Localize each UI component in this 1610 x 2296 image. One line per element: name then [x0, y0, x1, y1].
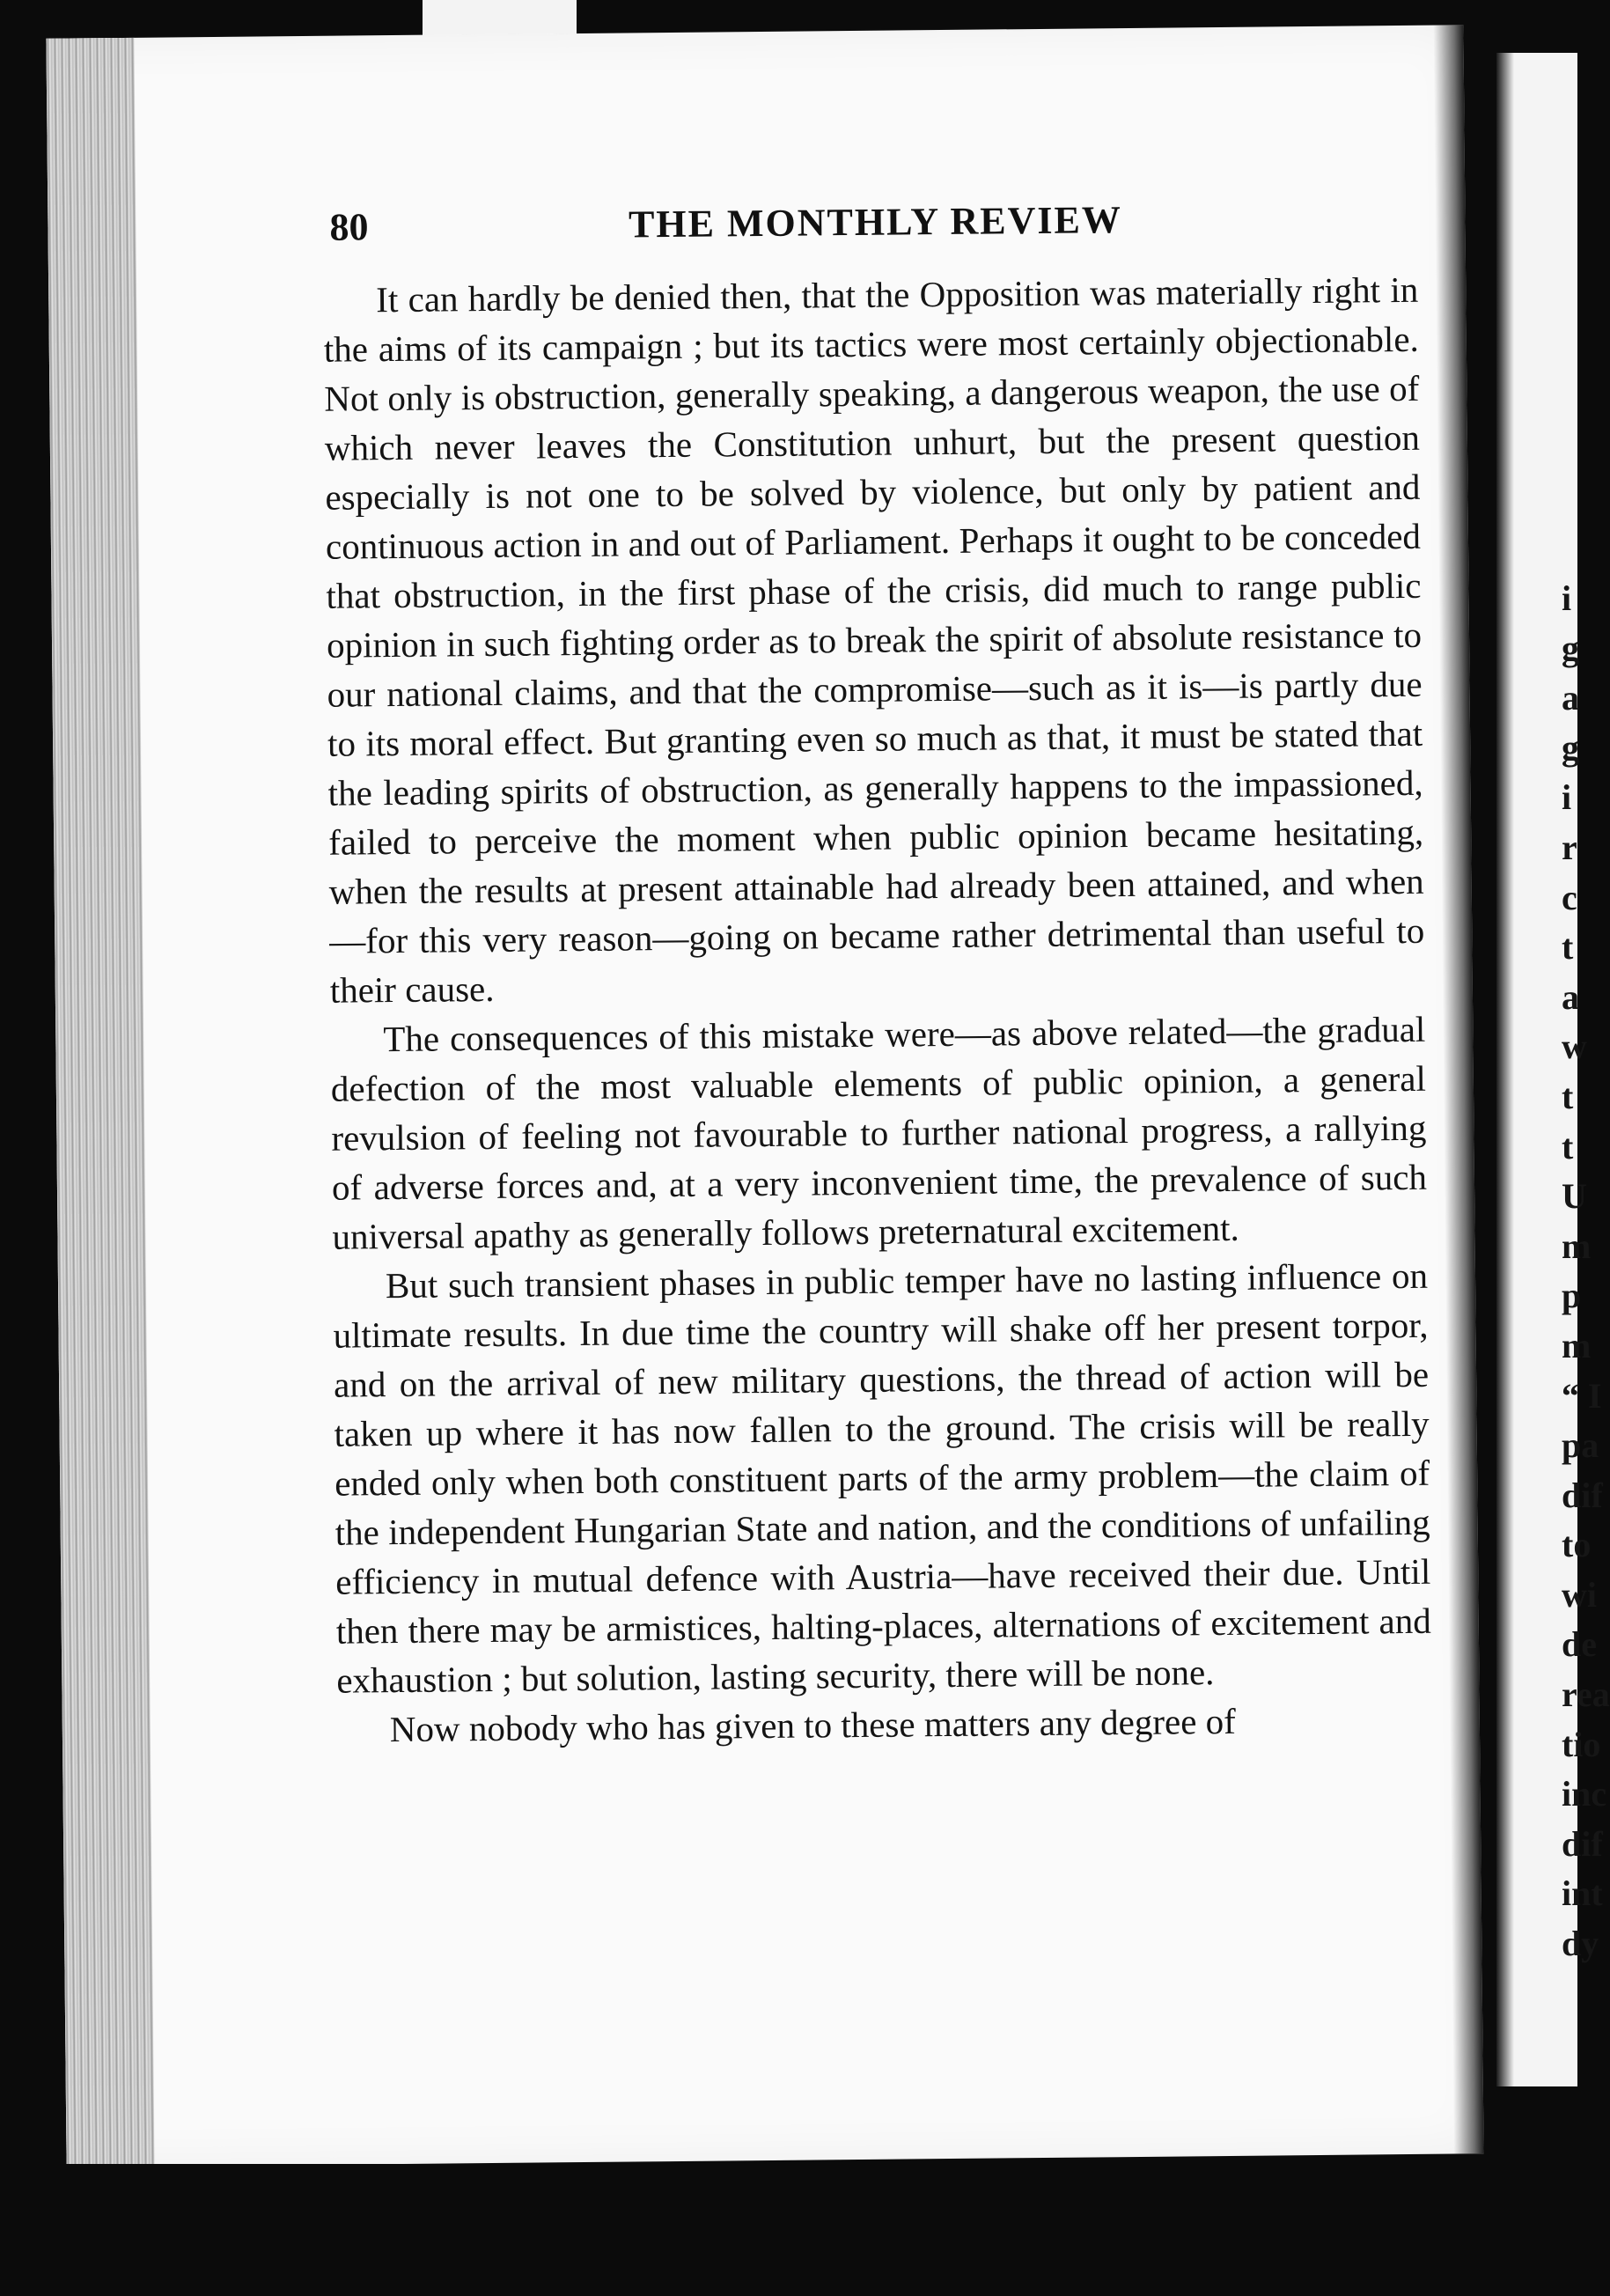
facing-page-fragment: U [1562, 1176, 1587, 1217]
scanner-bottom [0, 2164, 1577, 2296]
facing-page-fragment: m [1562, 1225, 1592, 1266]
journal-title: THE MONTHLY REVIEW [628, 198, 1123, 247]
running-head [329, 195, 1422, 258]
facing-page-fragment: a [1562, 678, 1579, 718]
facing-page-fragment: de [1562, 1624, 1597, 1665]
facing-page-fragment: int [1562, 1873, 1603, 1914]
facing-page-fragment: t [1562, 927, 1574, 968]
facing-page-fragment: wi [1562, 1574, 1597, 1615]
facing-page-fragment: w [1562, 1027, 1587, 1067]
gutter-shadow [1433, 25, 1483, 2153]
paragraph: It can hardly be denied then, that the Opposition was materially right in the aims of its campaign ; but its tactics were most certainly objectionable. Not only is obstruction, generally speaking, a dangerous weapon, the use of which never leaves the Constitution unhurt, but the present question especially is not one to be solved by violence, but only by patient and continuous action in and out of Parliament. Perhaps it ought to be conceded that obstruction, in the first phase of the crisis, did much to range public opinion in such fighting order as to break the spirit of absolute resistance to our national claims, and that the compromise—such as it is—is partly due to its moral effect. But granting even so much as that, it must be stated that the leading spirits of obstruction, as generally happens to the impassioned, failed to perceive the moment when public opinion became hesitating, when the results at present attainable had already been attained, and when—for this very reason—going on became rather detrimental than useful to their cause. [323, 269, 1425, 1011]
facing-page-fragment: i [1562, 777, 1572, 818]
facing-page-fragment: g [1562, 628, 1579, 668]
facing-page-fragment: pa [1562, 1425, 1599, 1466]
page-edges [46, 38, 154, 2167]
facing-page-shadow [1496, 53, 1514, 2086]
paragraph: Now nobody who has given to these matters any degree of [389, 1700, 1237, 1750]
facing-page-edge [1496, 53, 1610, 2086]
facing-page-fragment: rea [1562, 1674, 1610, 1715]
facing-page-fragment: dy [1562, 1924, 1599, 1964]
facing-page-fragment: m [1562, 1325, 1592, 1365]
paragraph: But such transient phases in public temper have no lasting influence on ultimate results. In due time the country will shake off her present torpor, and on the arrival of new military questions, the thread of action will be taken up where it has now fallen to the ground. The crisis will be really ended only when both constituent parts of the army problem—the claim of the independent Hungarian State and nation, and the conditions of unfailing efficiency in mutual defence with Austria—have received their due. Until then there may be armistices, halting-places, alternations of excitement and exhaustion ; but solution, lasting security, there will be none. [333, 1255, 1431, 1701]
facing-page-fragment: dif [1562, 1475, 1603, 1515]
facing-page-fragment: a [1562, 976, 1579, 1017]
page-number: 80 [329, 205, 369, 249]
facing-page-fragment: inc [1562, 1774, 1607, 1814]
facing-page-fragment: r [1562, 827, 1577, 867]
facing-page-fragment: dif [1562, 1823, 1603, 1864]
facing-page-fragment: t [1562, 1076, 1574, 1116]
paragraph: The consequences of this mistake were—as above related—the gradual defection of the most valuable elements of public opinion, a general revulsion of feeling not favourable to further national progress, a rallying of adverse forces and, at a very inconvenient time, the prevalence of such universal apathy as generally follows preternatural excitement. [330, 1008, 1428, 1257]
facing-page-fragment: to [1562, 1525, 1592, 1565]
facing-page-fragment: p [1562, 1276, 1582, 1316]
facing-page-fragment: “ I [1562, 1375, 1602, 1416]
facing-page-fragment: t [1562, 1126, 1574, 1166]
facing-page-fragment: tio [1562, 1724, 1601, 1764]
facing-page-fragment: c [1562, 877, 1577, 917]
body-text [323, 265, 1432, 1755]
facing-page-fragment: g [1562, 727, 1579, 768]
facing-page-fragments [1562, 574, 1610, 1969]
facing-page-fragment: i [1562, 578, 1572, 618]
book-page [46, 25, 1483, 2167]
